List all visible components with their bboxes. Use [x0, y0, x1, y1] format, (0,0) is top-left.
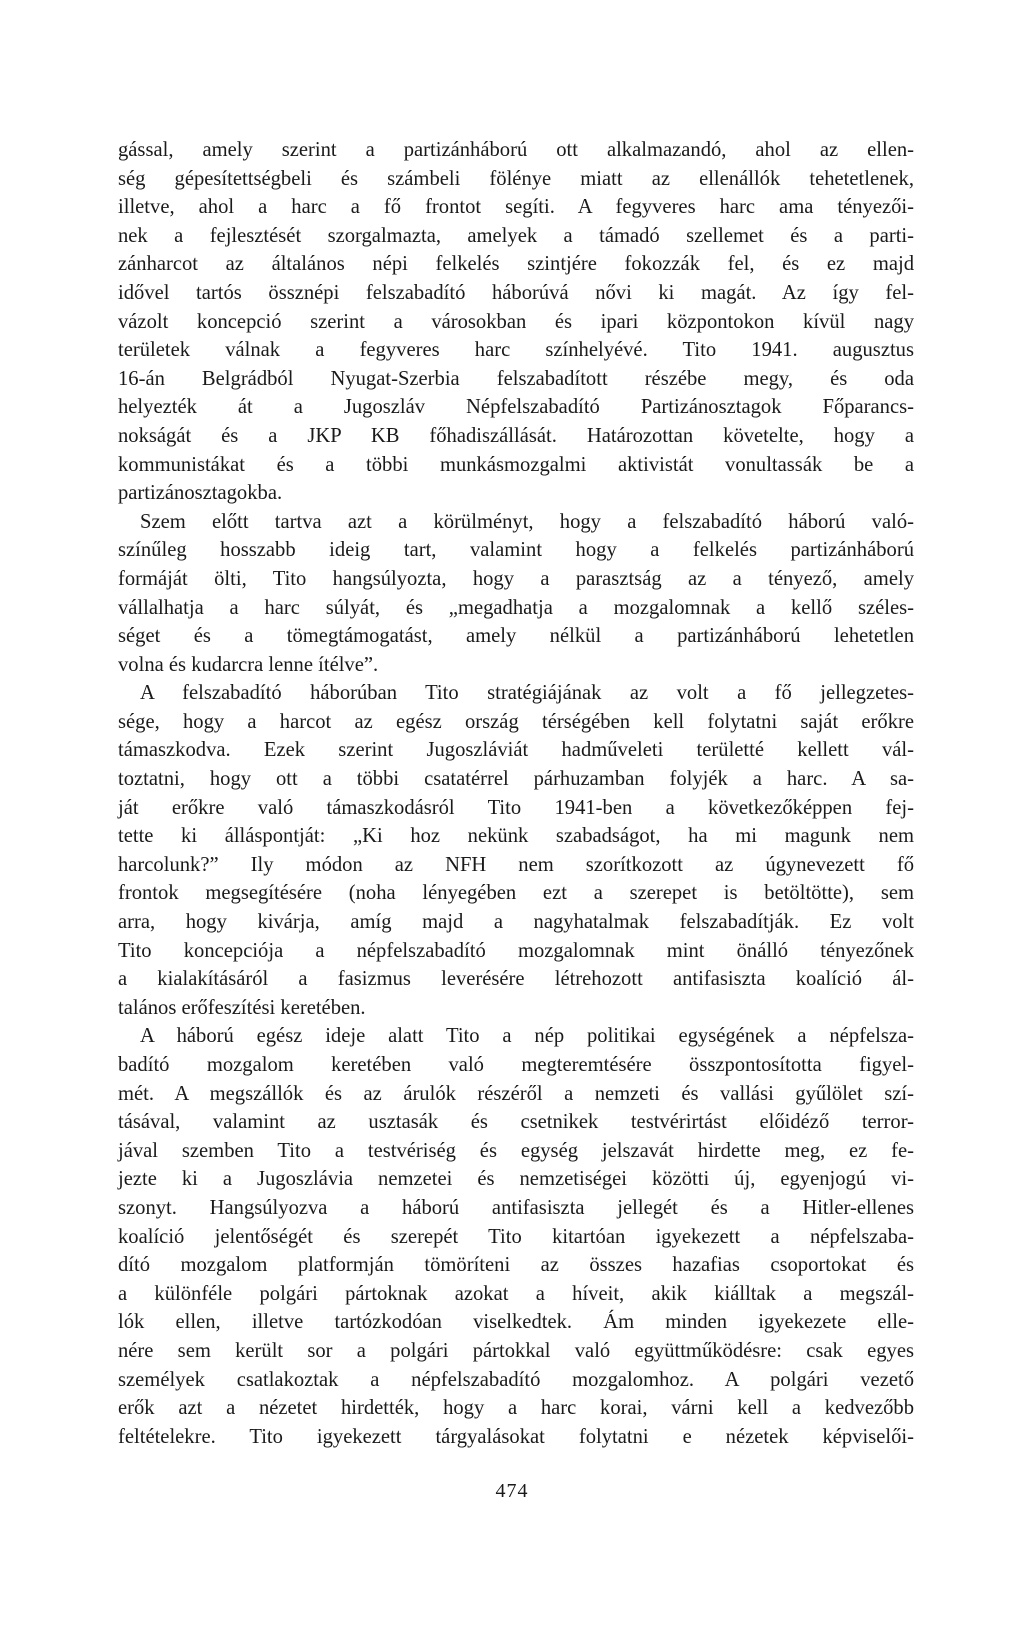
page-body — [118, 136, 914, 1451]
text-line: tette ki álláspontját: „Ki hoz nekünk szabadságot, ha mi magunk nem — [118, 825, 914, 848]
text-line: területek válnak a fegyveres harc színhelyévé. Tito 1941. augusztus — [118, 339, 914, 362]
text-line: személyek csatlakoztak a népfelszabadító mozgalomhoz. A polgári vezető — [118, 1368, 914, 1391]
text-line: jával szemben Tito a testvériség és egység jelszavát hirdette meg, ez fe- — [118, 1139, 914, 1162]
text-line: A háború egész ideje alatt Tito a nép politikai egységének a népfelsza- — [140, 1025, 914, 1048]
text-line: vázolt koncepció szerint a városokban és ipari központokon kívül nagy — [118, 310, 914, 333]
text-line: helyezték át a Jugoszláv Népfelszabadító Partizánosztagok Főparancs- — [118, 396, 914, 419]
text-line: talános erőfeszítési keretében. — [118, 996, 366, 1019]
text-line: erők azt a nézetet hirdették, hogy a harc korai, várni kell a kedvezőbb — [118, 1397, 914, 1420]
text-line: A felszabadító háborúban Tito stratégiájának az volt a fő jellegzetes- — [140, 682, 914, 705]
text-line: tásával, valamint az usztasák és csetnikek testvérirtást előidéző terror- — [118, 1111, 914, 1134]
text-line: harcolunk?” Ily módon az NFH nem szorítkozott az úgynevezett fő — [118, 853, 914, 876]
text-line: kommunistákat és a többi munkásmozgalmi aktivistát vonultassák be a — [118, 453, 914, 476]
paragraph — [118, 508, 914, 680]
text-line: Tito koncepciója a népfelszabadító mozgalomnak mint önálló tényezőnek — [118, 939, 914, 962]
paragraph — [118, 1022, 914, 1451]
text-line: szonyt. Hangsúlyozva a háború antifasiszta jellegét és a Hitler-ellenes — [118, 1196, 914, 1219]
text-line: idővel tartós össznépi felszabadító háborúvá nővi ki magát. Az így fel- — [118, 281, 914, 304]
text-line: Szem előtt tartva azt a körülményt, hogy a felszabadító háború való- — [140, 510, 914, 533]
text-line: lók ellen, illetve tartózkodóan viselkedtek. Ám minden igyekezete elle- — [118, 1311, 914, 1334]
text-line: 16-án Belgrádból Nyugat-Szerbia felszabadított részébe megy, és oda — [118, 367, 914, 390]
text-line: partizánosztagokba. — [118, 482, 283, 505]
paragraph — [118, 136, 914, 508]
text-line: séget és a tömegtámogatást, amely nélkül a partizánháború lehetetlen — [118, 625, 914, 648]
text-line: nére sem került sor a polgári pártokkal való együttműködésre: csak egyes — [118, 1339, 914, 1362]
text-line: vállalhatja a harc súlyát, és „megadhatja a mozgalomnak a kellő széles- — [118, 596, 914, 619]
text-line: nokságát és a JKP KB főhadiszállását. Határozottan követelte, hogy a — [118, 424, 914, 447]
text-line: toztatni, hogy ott a többi csatatérrel párhuzamban folyjék a harc. A sa- — [118, 768, 914, 791]
text-line: gással, amely szerint a partizánháború ott alkalmazandó, ahol az ellen- — [118, 139, 914, 161]
text-line: dító mozgalom platformján tömöríteni az összes hazafias csoportokat és — [118, 1254, 914, 1277]
text-line: illetve, ahol a harc a fő frontot segíti. A fegyveres harc ama tényezői- — [118, 196, 914, 219]
text-line: formáját ölti, Tito hangsúlyozta, hogy a parasztság az a tényező, amely — [118, 567, 914, 590]
text-line: ség gépesítettségbeli és számbeli fölénye miatt az ellenállók tehetetlenek, — [118, 167, 914, 190]
text-line: feltételekre. Tito igyekezett tárgyalásokat folytatni e nézetek képviselői- — [118, 1425, 914, 1448]
text-body — [118, 136, 914, 1451]
text-line: a kialakításáról a fasizmus leverésére létrehozott antifasiszta koalíció ál- — [118, 968, 914, 991]
text-line: koalíció jelentőségét és szerepét Tito kitartóan igyekezett a népfelszaba- — [118, 1225, 914, 1248]
text-line: jezte ki a Jugoszlávia nemzetei és nemzetiségei közötti új, egyenjogú vi- — [118, 1168, 914, 1191]
paragraph — [118, 679, 914, 1022]
text-line: mét. A megszállók és az árulók részéről a nemzeti és vallási gyűlölet szí- — [118, 1082, 914, 1105]
text-line: támaszkodva. Ezek szerint Jugoszláviát hadműveleti területté kellett vál- — [118, 739, 914, 762]
text-line: frontok megsegítésére (noha lényegében ezt a szerepet is betöltötte), sem — [118, 882, 914, 905]
text-line: a különféle polgári pártoknak azokat a híveit, akik kiálltak a megszál- — [118, 1282, 914, 1305]
text-line: ját erőkre való támaszkodásról Tito 1941-ben a következőképpen fej- — [118, 796, 914, 819]
text-line: sége, hogy a harcot az egész ország térségében kell folytatni saját erőkre — [118, 710, 914, 733]
text-line: badító mozgalom keretében való megteremtésére összpontosította figyel- — [118, 1054, 914, 1076]
text-line: zánharcot az általános népi felkelés szintjére fokozzák fel, és ez majd — [118, 253, 914, 276]
text-line: színűleg hosszabb ideig tart, valamint hogy a felkelés partizánháború — [118, 539, 914, 562]
text-line: volna és kudarcra lenne ítélve”. — [118, 653, 379, 676]
text-line: nek a fejlesztését szorgalmazta, amelyek a támadó szellemet és a parti- — [118, 224, 914, 247]
text-line: arra, hogy kivárja, amíg majd a nagyhatalmak felszabadítják. Ez volt — [118, 911, 914, 934]
page-number: 474 — [495, 1480, 529, 1502]
